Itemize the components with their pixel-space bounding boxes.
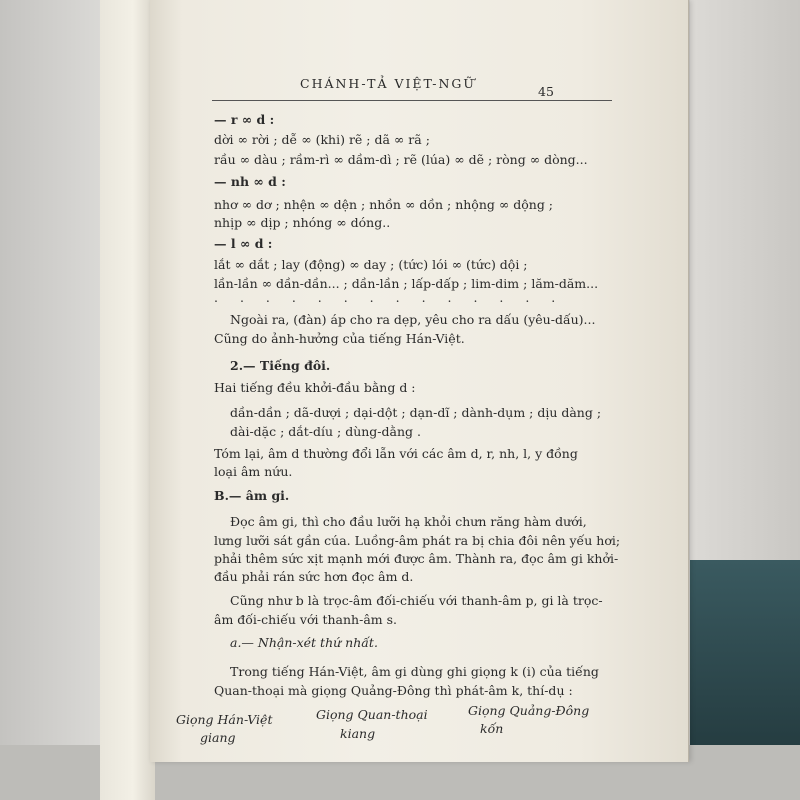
background-left (0, 0, 110, 800)
ellipsis-row: . . . . . . . . . . . . . . (214, 290, 565, 305)
example-line: dần-dần ; dã-dượi ; dại-dột ; dạn-dĩ ; dành-dụm ; dịu dàng ; (230, 405, 602, 420)
paragraph-line: Quan-thoại mà giọng Quảng-Đông thì phát-âm k, thí-dụ : (214, 683, 573, 698)
note-line: Ngoài ra, (đàn) áp cho ra dẹp, yêu cho ra dấu (yêu-dấu)... (230, 312, 596, 327)
paragraph-line: lưng lưỡi sát gần cúa. Luồng-âm phát ra bị chia đôi nên yếu hơi; (214, 533, 621, 548)
column-value: kốn (480, 721, 504, 736)
column-header: Giọng Hán-Việt (176, 712, 273, 727)
example-line: dài-dặc ; dắt-díu ; dùng-dằng . (230, 424, 421, 439)
paragraph-line: âm đối-chiếu với thanh-âm s. (214, 612, 397, 627)
block-line: rầu ∞ dàu ; rầm-rì ∞ dầm-dì ; rẽ (lúa) ∞ dẽ ; ròng ∞ dòng... (214, 152, 588, 167)
summary-line: loại âm nứu. (214, 464, 293, 479)
subsection-title: a.— Nhận-xét thứ nhất. (230, 635, 378, 650)
paragraph-line: Đọc âm gi, thì cho đầu lưỡi hạ khỏi chưn răng hàm dưới, (230, 514, 587, 529)
paragraph-line: Trong tiếng Hán-Việt, âm gi dùng ghi giọng k (i) của tiếng (230, 664, 599, 679)
block-head: — r ∞ d : (214, 112, 275, 127)
column-header: Giọng Quảng-Đông (468, 703, 590, 718)
block-line: nhơ ∞ dơ ; nhện ∞ dện ; nhồn ∞ dồn ; nhộng ∞ dộng ; (214, 197, 554, 212)
section-intro: Hai tiếng đều khởi-đầu bằng d : (214, 380, 416, 395)
paragraph-line: phải thêm sức xịt mạnh mới được âm. Thành ra, đọc âm gi khởi- (214, 551, 619, 566)
column-header: Giọng Quan-thoại (316, 707, 428, 722)
page-number: 45 (538, 84, 554, 99)
column-value: giang (200, 730, 236, 745)
book-page (150, 0, 689, 762)
block-line: lần-lần ∞ dần-dần... ; dần-lần ; lấp-dấp ; lim-dim ; lăm-dăm... (214, 276, 599, 291)
note-line: Cũng do ảnh-hưởng của tiếng Hán-Việt. (214, 331, 465, 346)
facing-page-edge (100, 0, 155, 800)
block-line: dời ∞ rời ; dễ ∞ (khi) rẽ ; dã ∞ rã ; (214, 132, 430, 147)
paragraph-line: Cũng như b là trọc-âm đối-chiếu với thanh-âm p, gi là trọc- (230, 593, 603, 608)
summary-line: Tóm lại, âm d thường đổi lẫn với các âm d, r, nh, l, y đồng (214, 446, 578, 461)
running-title: CHÁNH-TẢ VIỆT-NGỮ (300, 76, 476, 91)
section-title: 2.— Tiếng đôi. (230, 358, 331, 373)
block-head: — nh ∞ d : (214, 174, 286, 189)
block-head: — l ∞ d : (214, 236, 273, 251)
header-rule (212, 100, 612, 101)
block-line: lắt ∞ dắt ; lay (động) ∞ day ; (tức) lói ∞ (tức) dội ; (214, 257, 528, 272)
paragraph-line: đầu phải rán sức hơn đọc âm d. (214, 569, 414, 584)
column-value: kiang (340, 726, 376, 741)
block-line: nhịp ∞ dịp ; nhóng ∞ dóng.. (214, 215, 391, 230)
section-title: B.— âm gi. (214, 488, 290, 503)
